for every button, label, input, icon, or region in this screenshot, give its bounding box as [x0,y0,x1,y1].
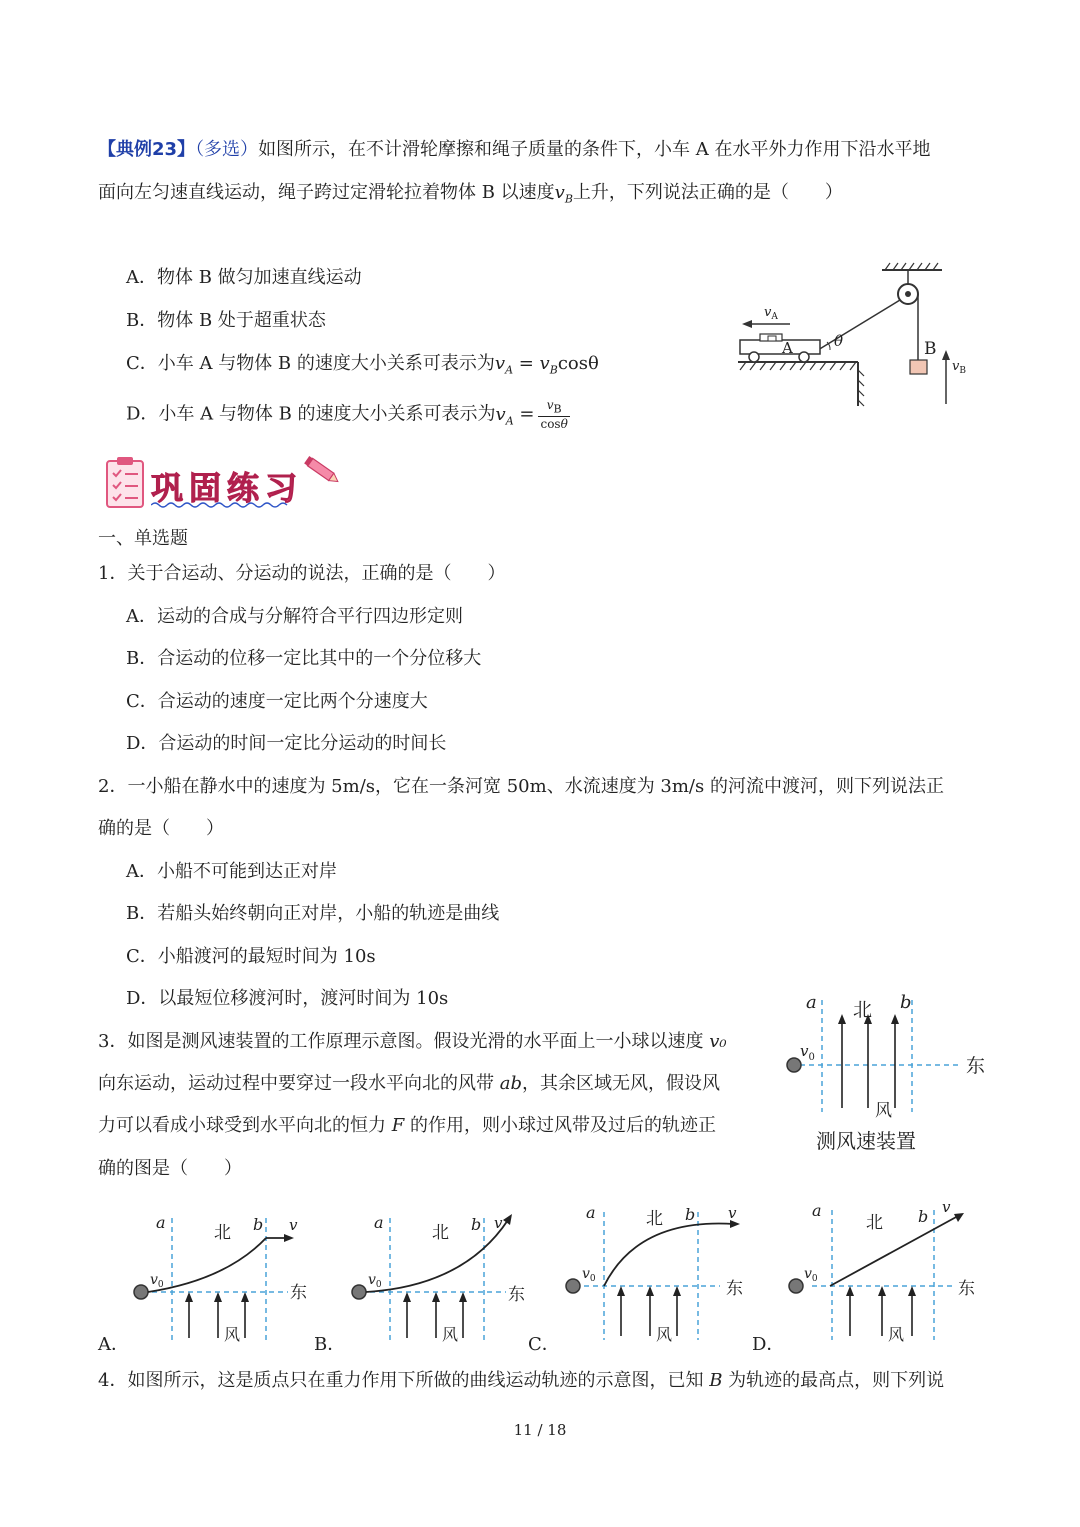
device-label-b: b [900,992,912,1013]
example-stem-text-2a: 面向左匀速直线运动，绳子跨过定滑轮拉着物体 B 以速度 [98,182,555,203]
label-theta: θ [834,332,844,350]
choice-c-label-v0: v [582,1266,590,1282]
option-c-formula: cosθ [557,353,599,374]
choice-d-label-a: a [812,1201,822,1220]
q1-stem: 1．关于合运动、分运动的说法，正确的是（ ） [98,563,506,584]
device-label-east: 东 [966,1055,986,1077]
choice-d-label-east: 东 [958,1279,975,1299]
var-vB: $v_B$ [554,182,573,206]
q3-stem-line3 [98,1114,716,1138]
choice-b-letter: B． [314,1334,346,1355]
q2-option-b: B．若船头始终朝向正对岸，小船的轨迹是曲线 [126,903,500,924]
label-a: A [782,339,793,357]
label-b: B [924,339,937,359]
q3-stem-line4: 确的图是（ ） [98,1158,242,1179]
example-option-c: C．小车 A 与物体 B 的速度大小关系可表示为$v_A = v_B\cos\theta$ [126,353,599,377]
svg-text:v0: $v_0$ [800,1042,815,1063]
q3-stem-text-3b: 的作用，则小球过风带及过后的轨迹正 [409,1115,716,1136]
choice-c-label-a: a [586,1203,596,1222]
var-b: B [709,1370,723,1391]
var-f: F [391,1115,405,1136]
q2-option-d: D．以最短位移渡河时，渡河时间为 10s [126,988,449,1009]
example-stem-text-2b: 上升，下列说法正确的是（ ） [572,182,843,203]
section-title: 一、单选题 [98,528,188,549]
choice-c-diagram [528,1203,743,1355]
example-option-b: B．物体 B 处于超重状态 [126,310,326,331]
device-label-north: 北 [853,999,873,1021]
option-c-text: C．小车 A 与物体 B 的速度大小关系可表示为 [126,353,495,374]
choice-a-label-a: a [156,1213,166,1232]
ball-icon [787,1058,801,1072]
choice-b-label-b: b [471,1215,482,1234]
consolidation-banner [105,453,345,511]
example-option-d: D．小车 A 与物体 B 的速度大小关系可表示为$v_A$ = $\frac{v_B}{\cos\theta}$ [126,398,568,432]
choice-b-diagram [314,1213,525,1355]
svg-text:vA: $v_A$ [764,305,778,322]
example-stem-text: 如图所示，在不计滑轮摩擦和绳子质量的条件下，小车 A 在水平外力作用下沿水平地 [258,139,931,160]
q3-stem-line1 [98,1030,727,1054]
q3-stem-text-1: 3．如图是测风速装置的工作原理示意图。假设光滑的水平面上一小球以速度 [98,1031,704,1052]
q1-option-b: B．合运动的位移一定比其中的一个分位移大 [126,648,482,669]
choice-a-label-north: 北 [214,1223,231,1243]
block-b [910,360,927,374]
q3-stem-line2 [98,1072,720,1096]
device-label-wind: 风 [875,1101,892,1121]
example-option-a: A．物体 B 做匀加速直线运动 [126,267,362,288]
choice-b-label-north: 北 [432,1223,449,1243]
choice-c-label-b: b [685,1205,696,1224]
choice-a-label-b: b [253,1215,264,1234]
choice-a-diagram [97,1213,307,1355]
q2-option-c: C．小船渡河的最短时间为 10s [126,946,376,967]
choice-d-label-north: 北 [866,1213,883,1233]
svg-text:v0: $v_0$ [582,1266,596,1284]
choice-d-label-v0: v [804,1266,812,1282]
q3-stem-text-2b: ，其余区域无风，假设风 [522,1073,720,1094]
choice-b-label-v0: v [368,1272,376,1288]
pencil-icon [301,453,343,489]
banner-title: 巩固练习 [151,469,304,507]
q1-option-a: A．运动的合成与分解符合平行四边形定则 [126,606,463,627]
label-vb: v [952,359,960,374]
page-number: 11 / 18 [513,1421,567,1439]
var-ab: ab [499,1073,522,1094]
q4-stem-text-a: 4．如图所示，这是质点只在重力作用下所做的曲线运动轨迹的示意图，已知 [98,1370,704,1391]
checklist-icon [105,455,147,509]
choice-a-label-v0: v [150,1272,158,1288]
banner-underline [151,501,291,509]
label-va: v [764,305,772,320]
choice-b-label-v: v [494,1214,503,1232]
choice-c-label-east: 东 [726,1279,743,1299]
example-multi-label: （多选） [195,139,259,160]
svg-text:v0: $v_0$ [368,1272,382,1290]
option-d-text: D．小车 A 与物体 B 的速度大小关系可表示为 [126,403,496,425]
q2-stem-line1: 2．一小船在静水中的速度为 5m/s，它在一条河宽 50m、水流速度为 3m/s 的河流中渡河，则下列说法正 [98,776,944,797]
svg-text:v0: $v_0$ [150,1272,164,1290]
q4-stem-text-b: 为轨迹的最高点，则下列说 [728,1370,945,1391]
choice-d-label-v: v [942,1200,951,1216]
choice-c-letter: C． [528,1334,560,1355]
choice-d-letter: D． [752,1334,785,1355]
var-v0: v₀ [709,1031,727,1052]
choice-c-label-v: v [728,1204,737,1222]
choice-b-label-east: 东 [508,1285,525,1305]
device-label-a: a [806,992,817,1013]
example-tag: 【典例23】 [98,139,196,160]
example-stem-line1 [98,138,931,162]
choice-a-label-v: v [289,1216,298,1234]
q3-stem-text-3a: 力可以看成小球受到水平向北的恒力 [98,1115,386,1136]
choice-d-label-wind: 风 [888,1325,905,1344]
device-caption: 测风速装置 [816,1129,916,1153]
choice-a-label-east: 东 [290,1283,307,1303]
choice-b-label-a: a [374,1213,384,1232]
q3-stem-text-2a: 向东运动，运动过程中要穿过一段水平向北的风带 [98,1073,494,1094]
svg-text:vB: $v_B$ [952,359,966,376]
car-a [740,334,820,362]
svg-text:v0: $v_0$ [804,1266,818,1284]
choice-a-letter: A． [98,1334,129,1355]
choice-d-diagram [752,1200,975,1355]
choice-d-label-b: b [918,1207,929,1226]
q1-option-d: D．合运动的时间一定比分运动的时间长 [126,733,447,754]
device-label-v0: v [800,1042,809,1060]
q4-stem [98,1369,944,1393]
choice-a-label-wind: 风 [224,1325,241,1344]
q3-choice-diagrams [96,1200,986,1365]
choice-c-label-north: 北 [646,1209,663,1229]
q2-stem-line2: 确的是（ ） [98,818,224,839]
choice-c-label-wind: 风 [656,1325,673,1344]
wind-device-diagram [780,990,1000,1160]
example-stem-line2 [98,181,843,212]
q1-option-c: C．合运动的速度一定比两个分速度大 [126,691,428,712]
pulley-diagram [730,258,980,418]
q2-option-a: A．小船不可能到达正对岸 [126,861,337,882]
choice-b-label-wind: 风 [442,1325,459,1344]
fraction: $\frac{v_B}{\cos\theta}$ [540,398,568,432]
